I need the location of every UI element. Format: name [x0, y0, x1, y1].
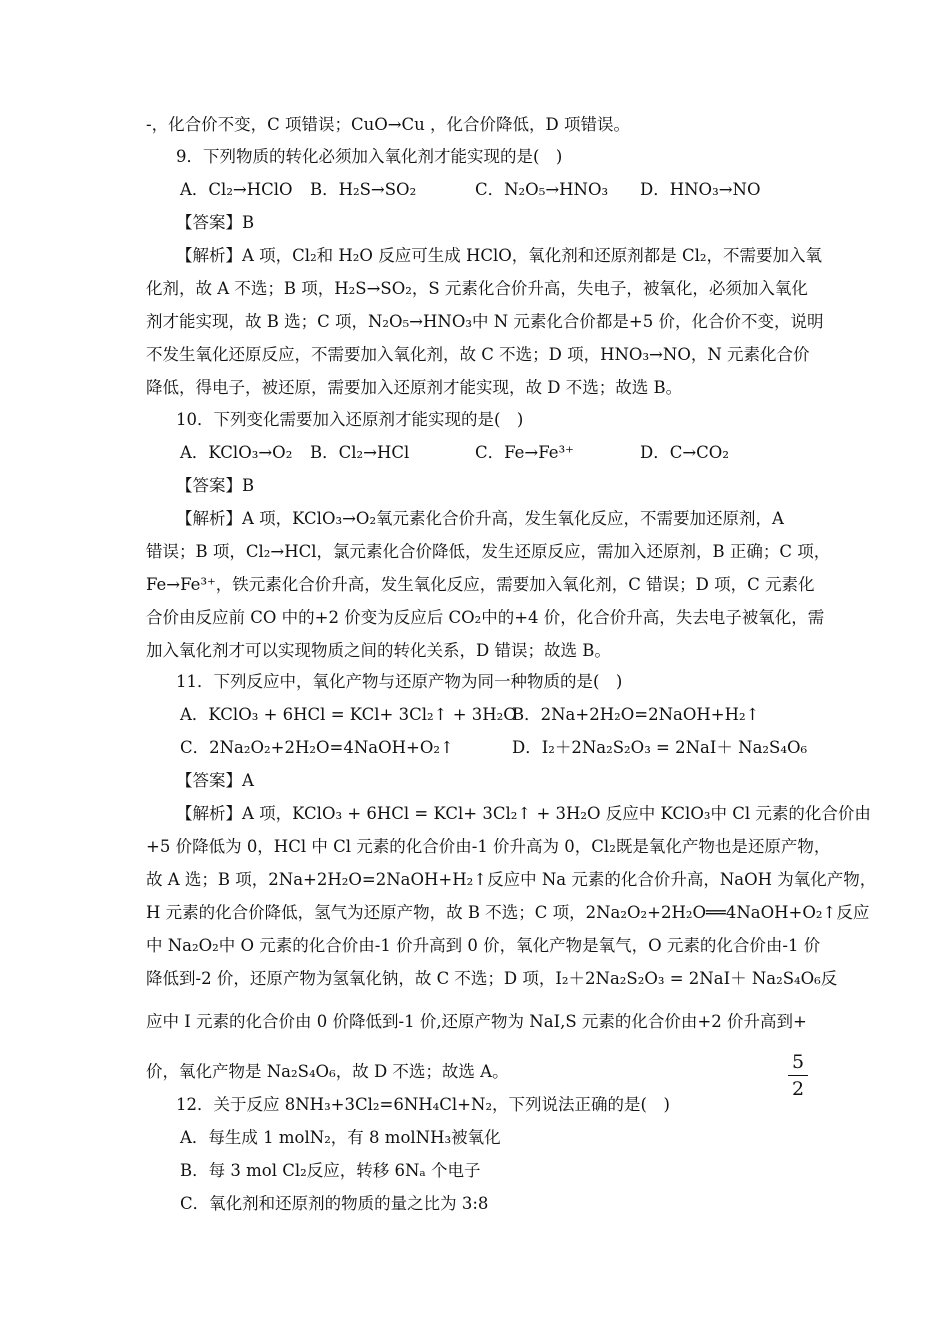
fraction-five-halves: [788, 1050, 808, 1101]
q11-explanation-line: 中 Na₂O₂中 O 元素的化合价由-1 价升高到 0 价，氧化产物是氧气，O 元素的化合价由-1 价: [146, 936, 821, 955]
q9-option-d: D．HNO₃→NO: [640, 180, 761, 199]
q12-option-a: A．每生成 1 molN₂，有 8 molNH₃被氧化: [180, 1128, 501, 1147]
q9-answer: 【答案】B: [176, 213, 255, 232]
q11-option-d: D．I₂＋2Na₂S₂O₃ = 2NaI＋ Na₂S₄O₆: [512, 738, 808, 757]
q10-option-a: A．KClO₃→O₂: [180, 443, 293, 462]
q10-explanation-line: 加入氧化剂才可以实现物质之间的转化关系，D 错误；故选 B。: [146, 641, 611, 660]
question-10-stem: 10．下列变化需要加入还原剂才能实现的是( ): [176, 410, 524, 429]
q10-explanation-line: Fe→Fe³⁺，铁元素化合价升高，发生氧化反应，需要加入氧化剂，C 错误；D 项，C 元素化: [146, 575, 815, 594]
q11-explanation-line: 应中 I 元素的化合价由 0 价降低到-1 价,还原产物为 NaI,S 元素的化合价由+2 价升高到+: [146, 1012, 807, 1031]
q11-option-c: C．2Na₂O₂+2H₂O=4NaOH+O₂↑: [180, 738, 454, 757]
q9-explanation-line: 不发生氧化还原反应，不需要加入氧化剂，故 C 不选；D 项，HNO₃→NO，N 元素化合价: [146, 345, 810, 364]
fraction-denominator: 2: [791, 1078, 805, 1100]
q11-option-a: A．KClO₃ + 6HCl = KCl+ 3Cl₂↑ + 3H₂O: [180, 705, 517, 724]
fraction-bar: [788, 1075, 808, 1076]
q10-answer: 【答案】B: [176, 476, 255, 495]
q9-explanation-line: 降低，得电子，被还原，需要加入还原剂才能实现，故 D 不选；故选 B。: [146, 378, 683, 397]
q11-explanation-line: +5 价降低为 0，HCl 中 Cl 元素的化合价由-1 价升高为 0，Cl₂既是氧化产物也是还原产物，: [146, 837, 831, 856]
q12-option-c: C．氧化剂和还原剂的物质的量之比为 3:8: [180, 1194, 489, 1213]
q10-option-d: D．C→CO₂: [640, 443, 729, 462]
q11-explanation-line: 【解析】A 项，KClO₃ + 6HCl = KCl+ 3Cl₂↑ + 3H₂O 反应中 KClO₃中 Cl 元素的化合价由: [176, 804, 871, 823]
text-line: -，化合价不变，C 项错误；CuO→Cu ，化合价降低，D 项错误。: [146, 115, 631, 134]
question-12-stem: 12．关于反应 8NH₃+3Cl₂=6NH₄Cl+N₂，下列说法正确的是( ): [176, 1095, 670, 1114]
q9-option-b: B．H₂S→SO₂: [310, 180, 417, 199]
q9-explanation-line: 【解析】A 项，Cl₂和 H₂O 反应可生成 HClO，氧化剂和还原剂都是 Cl₂，不需要加入氧: [176, 246, 823, 265]
q10-explanation-line: 【解析】A 项，KClO₃→O₂氧元素化合价升高，发生氧化反应，不需要加还原剂，A: [176, 509, 784, 528]
q11-answer: 【答案】A: [176, 771, 254, 790]
question-11-stem: 11．下列反应中，氧化产物与还原产物为同一种物质的是( ): [176, 672, 623, 691]
q11-explanation-line: 降低到-2 价，还原产物为氢氧化钠，故 C 不选；D 项，I₂＋2Na₂S₂O₃ = 2NaI＋ Na₂S₄O₆反: [146, 969, 838, 988]
q9-option-a: A．Cl₂→HClO: [180, 180, 293, 199]
q9-explanation-line: 剂才能实现，故 B 选；C 项，N₂O₅→HNO₃中 N 元素化合价都是+5 价，化合价不变，说明: [146, 312, 824, 331]
fraction-numerator: 5: [791, 1051, 805, 1073]
q11-explanation-line: 故 A 选；B 项，2Na+2H₂O=2NaOH+H₂↑反应中 Na 元素的化合价升高，NaOH 为氧化产物，: [146, 870, 877, 889]
q11-option-b: B．2Na+2H₂O=2NaOH+H₂↑: [512, 705, 760, 724]
q11-explanation-line: 价，氧化产物是 Na₂S₄O₆，故 D 不选；故选 A。: [146, 1062, 509, 1081]
q12-option-b: B．每 3 mol Cl₂反应，转移 6Nₐ 个电子: [180, 1161, 481, 1180]
q9-explanation-line: 化剂，故 A 不选；B 项，H₂S→SO₂，S 元素化合价升高，失电子，被氧化，必须加入氧化: [146, 279, 808, 298]
question-9-stem: 9．下列物质的转化必须加入氧化剂才能实现的是( ): [176, 147, 563, 166]
q10-explanation-line: 合价由反应前 CO 中的+2 价变为反应后 CO₂中的+4 价，化合价升高，失去电子被氧化，需: [146, 608, 825, 627]
q10-option-b: B．Cl₂→HCl: [310, 443, 410, 462]
q10-explanation-line: 错误；B 项，Cl₂→HCl，氯元素化合价降低，发生还原反应，需加入还原剂，B 正确；C 项，: [146, 542, 831, 561]
q9-option-c: C．N₂O₅→HNO₃: [475, 180, 609, 199]
q11-explanation-line: H 元素的化合价降低，氢气为还原产物，故 B 不选；C 项，2Na₂O₂+2H₂O══4NaOH+O₂↑反应: [146, 903, 870, 922]
q10-option-c: C．Fe→Fe³⁺: [475, 443, 574, 462]
